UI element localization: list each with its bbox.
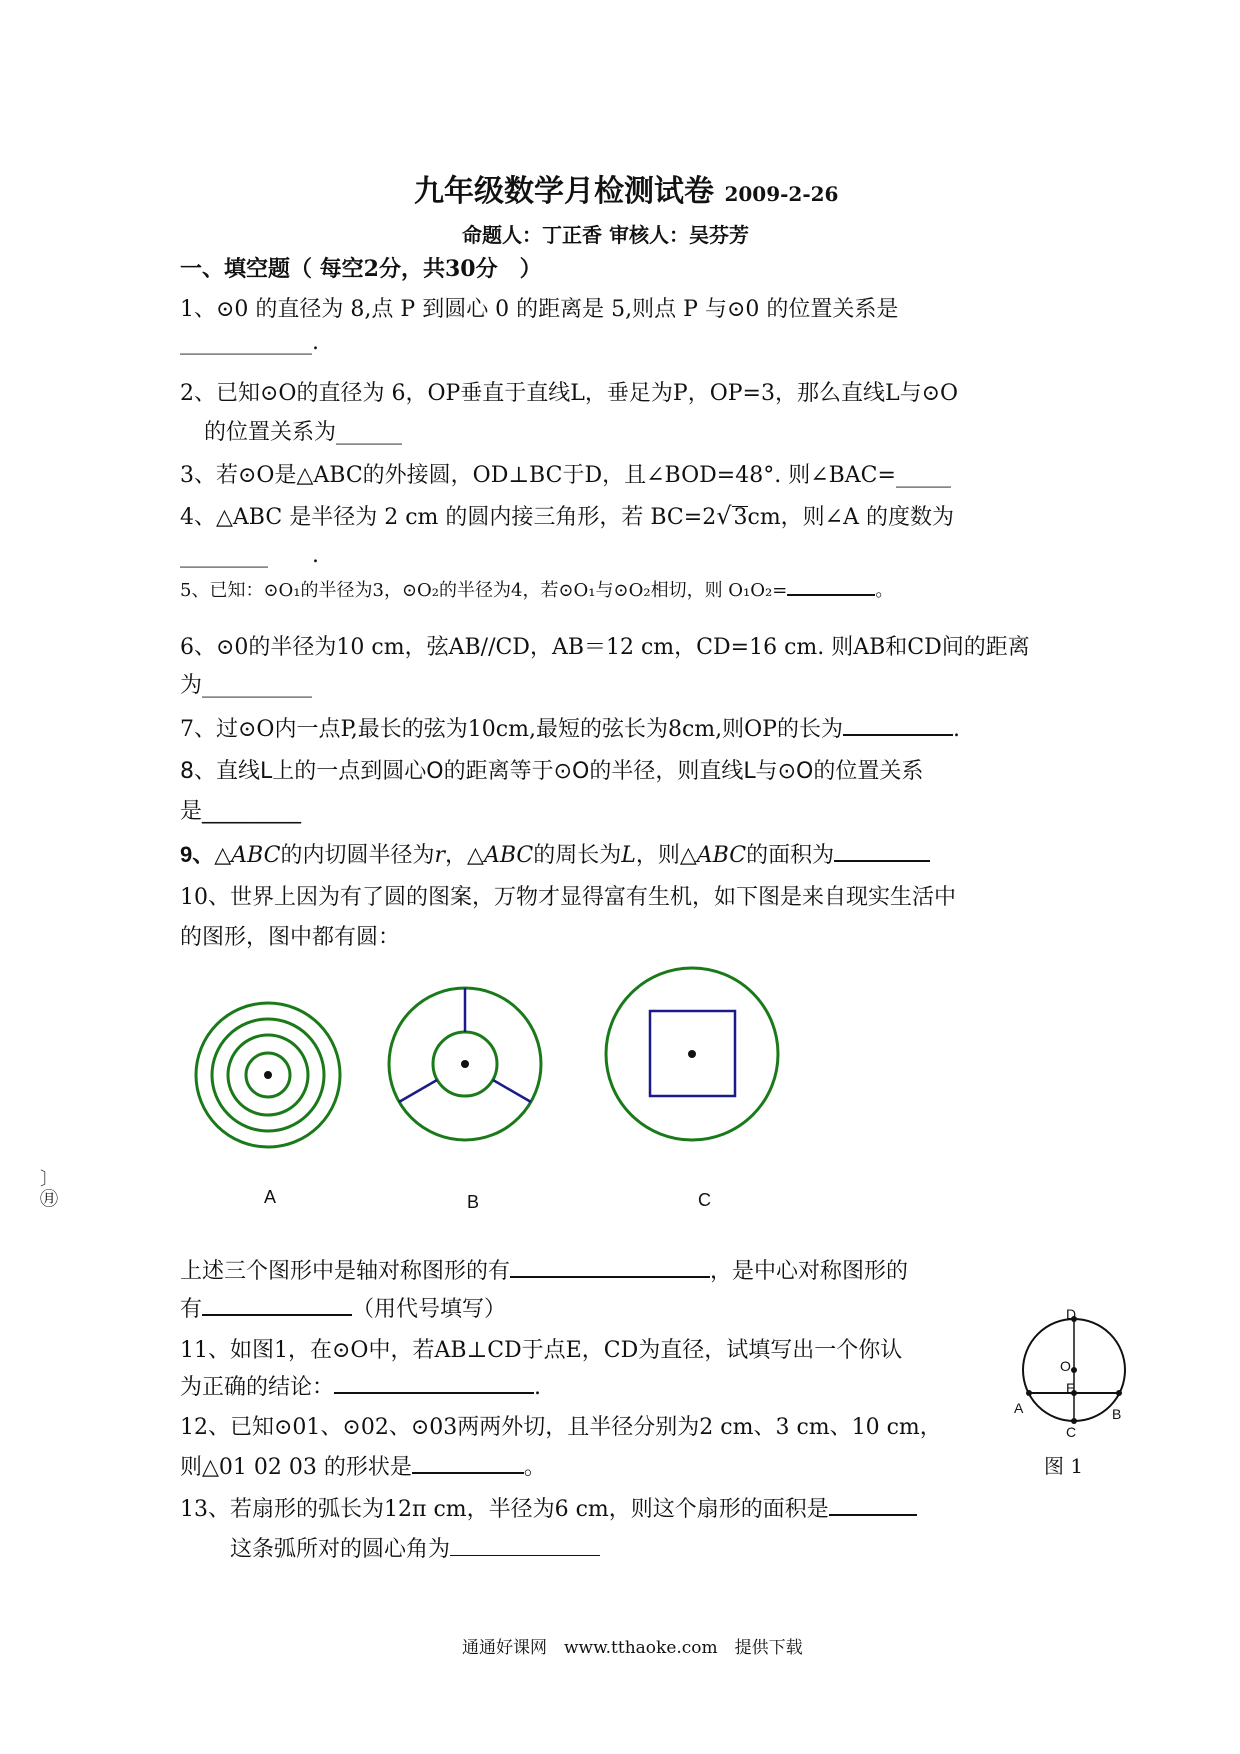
side-mark: 〕 ㊊ — [40, 1169, 58, 1210]
question-7-pre: 7、过⊙O内一点P,最长的弦为10cm,最短的弦长为8cm,则OP的长为 — [180, 717, 843, 742]
figure-b-circle-spokes — [389, 988, 541, 1140]
question-5-blank — [787, 576, 875, 596]
question-9-var: L — [621, 843, 636, 868]
question-10-center-blank — [202, 1296, 352, 1316]
section-heading: 一、填空题（ 每空2分，共30分 ） — [180, 256, 542, 282]
question-1-line-2: ____________. — [180, 330, 319, 355]
question-8-line-1: 8、直线L上的一点到圆心O的距离等于⊙O的半径，则直线L与⊙O的位置关系 — [180, 759, 924, 784]
question-11-pre: 为正确的结论： — [180, 1375, 335, 1400]
question-13-line-2 — [230, 1532, 600, 1563]
question-9-text: ，△ — [445, 843, 484, 868]
question-9-text: 的内切圆半径为 — [280, 843, 435, 868]
question-6-line-2: 为__________ — [180, 673, 313, 698]
question-2-line-1: 2、已知⊙O的直径为 6，OP垂直于直线L，垂足为P，OP=3，那么直线L与⊙O — [180, 381, 959, 406]
question-10-c-post: ，是中心对称图形的 — [710, 1259, 909, 1284]
question-11-line-1: 11、如图1，在⊙O中，若AB⊥CD于点E，CD为直径，试填写出一个你认 — [180, 1338, 903, 1363]
question-11-line-2 — [180, 1370, 541, 1401]
question-9-text: ，则△ — [635, 843, 697, 868]
figure-c-label: C — [698, 1190, 711, 1210]
question-9-var: ABC — [231, 843, 281, 868]
question-13-pre: 13、若扇形的弧长为12π cm，半径为6 cm，则这个扇形的面积是 — [180, 1497, 829, 1522]
figure-1-label-b: B — [1112, 1406, 1122, 1422]
figure-b-label: B — [467, 1192, 480, 1212]
circle-figures — [190, 960, 790, 1160]
question-12-line-1: 12、已知⊙01、⊙02、⊙03两两外切，且半径分别为2 cm、3 cm、10 cm， — [180, 1415, 942, 1440]
page-title — [414, 166, 838, 210]
figure-1-label-c: C — [1066, 1424, 1077, 1440]
question-9-text: 的面积为 — [746, 843, 835, 868]
question-5-pre: 5、已知：⊙O₁的半径为3，⊙O₂的半径为4，若⊙O₁与⊙O₂相切，则 O₁O₂= — [180, 580, 788, 601]
question-12-blank — [412, 1454, 524, 1474]
figure-c-circle-square — [606, 968, 778, 1140]
question-9-var: ABC — [696, 843, 747, 868]
question-12-post: 。 — [523, 1455, 546, 1480]
question-8-line-2: 是_________ — [180, 799, 302, 824]
question-10-line-4 — [180, 1292, 506, 1323]
question-9 — [180, 838, 930, 869]
question-6-line-1: 6、⊙0的半径为10 cm，弦AB//CD，AB＝12 cm，CD=16 cm. 则AB和CD间的距离 — [180, 635, 1030, 660]
question-10-line-1: 10、世界上因为有了圆的图案，万物才显得富有生机，如下图是来自现实生活中 — [180, 885, 956, 910]
question-10-c-pre: 上述三个图形中是轴对称图形的有 — [180, 1259, 511, 1284]
question-7-post: . — [953, 717, 960, 742]
question-10-d-post: （用代号填写） — [352, 1297, 507, 1322]
question-10-line-2: 的图形，图中都有圆： — [180, 925, 401, 950]
figure-1-label-d: D — [1066, 1306, 1077, 1322]
page-footer: 通通好课网 www.tthaoke.com 提供下载 — [462, 1638, 803, 1658]
figure-a-concentric-circles — [196, 1003, 340, 1147]
figure-1-caption: 图 1 — [1044, 1454, 1084, 1478]
question-10-axis-blank — [510, 1258, 710, 1278]
question-12-line-2 — [180, 1450, 546, 1481]
question-4-pre: 4、△ABC 是半径为 2 cm 的圆内接三角形，若 BC=2 — [180, 505, 717, 530]
question-11-post: . — [534, 1375, 542, 1400]
figure-1-label-e: E — [1066, 1380, 1076, 1396]
title-text: 九年级数学月检测试卷 — [414, 174, 714, 209]
figure-1-label-a: A — [1014, 1400, 1024, 1416]
question-13-line-1 — [180, 1492, 917, 1523]
question-3: 3、若⊙O是△ABC的外接圆，OD⊥BC于D，且∠BOD=48°. 则∠BAC=_____ — [180, 463, 951, 488]
question-9-text: △ — [214, 843, 232, 868]
question-4-line-1 — [180, 500, 954, 531]
question-7-blank — [843, 716, 953, 736]
question-9-number: 9、 — [180, 842, 215, 867]
question-9-blank — [834, 842, 930, 862]
question-11-blank — [334, 1374, 534, 1394]
figure-a-label: A — [264, 1187, 277, 1207]
question-9-text: 的周长为 — [533, 843, 622, 868]
question-5 — [180, 576, 893, 602]
sqrt-sign: √ — [716, 502, 732, 530]
sqrt-radicand: 3 — [733, 505, 748, 530]
question-9-var: r — [434, 843, 446, 868]
question-4-post: cm，则∠A 的度数为 — [747, 505, 954, 530]
question-12-pre: 则△01 02 03 的形状是 — [180, 1455, 412, 1480]
authors-line: 命题人：丁正香 审核人：吴芬芳 — [462, 223, 749, 247]
question-7 — [180, 712, 960, 743]
question-13-angle-blank — [450, 1537, 600, 1556]
question-1-line-1: 1、⊙0 的直径为 8,点 P 到圆心 0 的距离是 5,则点 P 与⊙0 的位置关系是 — [180, 297, 899, 322]
question-2-line-2: 的位置关系为______ — [204, 420, 403, 445]
question-9-var: ABC — [483, 843, 534, 868]
question-10-d-pre: 有 — [180, 1297, 203, 1322]
question-4-line-2: ________ . — [180, 543, 319, 568]
figure-1-label-o: O — [1060, 1358, 1071, 1374]
question-13-b-pre: 这条弧所对的圆心角为 — [230, 1537, 451, 1562]
question-13-area-blank — [829, 1496, 917, 1516]
question-5-post: 。 — [875, 580, 894, 601]
question-10-line-3 — [180, 1254, 908, 1285]
title-date: 2009-2-26 — [724, 182, 839, 206]
